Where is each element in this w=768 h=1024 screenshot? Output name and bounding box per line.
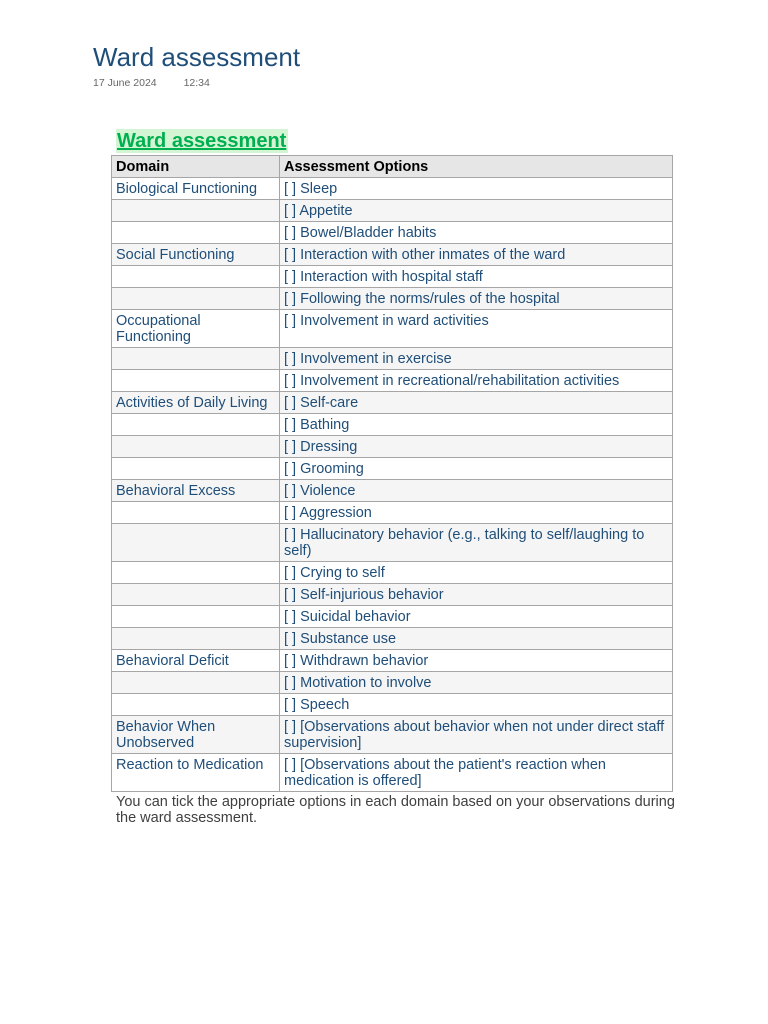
- domain-cell: [112, 370, 280, 392]
- table-row: [112, 200, 673, 222]
- assessment-option-cell: [ ] Self-care: [280, 392, 673, 414]
- table-row: [112, 436, 673, 458]
- assessment-option-cell: [ ] Grooming: [280, 458, 673, 480]
- assessment-option-cell: [ ] Following the norms/rules of the hospital: [280, 288, 673, 310]
- table-row: [112, 222, 673, 244]
- table-row: [112, 458, 673, 480]
- assessment-option-cell: [ ] Withdrawn behavior: [280, 650, 673, 672]
- table-row: [112, 628, 673, 650]
- domain-cell: [112, 288, 280, 310]
- domain-cell: Behavioral Deficit: [112, 650, 280, 672]
- table-row: [112, 370, 673, 392]
- table-row: [112, 310, 673, 348]
- table-row: [112, 606, 673, 628]
- assessment-option-cell: [ ] Involvement in recreational/rehabilitation activities: [280, 370, 673, 392]
- page-title: Ward assessment: [93, 42, 301, 72]
- assessment-option-cell: [ ] Self-injurious behavior: [280, 584, 673, 606]
- domain-cell: [112, 436, 280, 458]
- assessment-option-cell: [ ] Substance use: [280, 628, 673, 650]
- assessment-option-cell: [ ] Dressing: [280, 436, 673, 458]
- assessment-option-cell: [ ] Suicidal behavior: [280, 606, 673, 628]
- domain-cell: [112, 672, 280, 694]
- footnote: You can tick the appropriate options in each domain based on your observations during the ward assessment.: [116, 794, 675, 826]
- domain-cell: [112, 562, 280, 584]
- table-row: [112, 244, 673, 266]
- assessment-option-cell: [ ] Aggression: [280, 502, 673, 524]
- table-row: [112, 288, 673, 310]
- assessment-option-cell: [ ] Bathing: [280, 414, 673, 436]
- page-time: 12:34: [183, 77, 210, 89]
- assessment-option-cell: [ ] Crying to self: [280, 562, 673, 584]
- table-row: [112, 524, 673, 562]
- domain-cell: [112, 348, 280, 370]
- table-header-row: [112, 156, 673, 178]
- assessment-option-cell: [ ] [Observations about behavior when not under direct staff supervision]: [280, 716, 673, 754]
- section-heading: Ward assessment: [117, 130, 287, 152]
- header-domain: Domain: [112, 156, 280, 178]
- assessment-option-cell: [ ] Appetite: [280, 200, 673, 222]
- table-row: [112, 414, 673, 436]
- domain-cell: Biological Functioning: [112, 178, 280, 200]
- domain-cell: [112, 502, 280, 524]
- table-row: [112, 266, 673, 288]
- assessment-table: [111, 155, 673, 792]
- table-row: [112, 392, 673, 414]
- domain-cell: [112, 222, 280, 244]
- table-row: [112, 694, 673, 716]
- assessment-option-cell: [ ] Motivation to involve: [280, 672, 673, 694]
- table-row: [112, 672, 673, 694]
- domain-cell: [112, 266, 280, 288]
- domain-cell: Activities of Daily Living: [112, 392, 280, 414]
- domain-cell: [112, 414, 280, 436]
- table-row: [112, 584, 673, 606]
- domain-cell: Occupational Functioning: [112, 310, 280, 348]
- table-row: [112, 480, 673, 502]
- assessment-option-cell: [ ] Involvement in ward activities: [280, 310, 673, 348]
- domain-cell: Reaction to Medication: [112, 754, 280, 792]
- assessment-option-cell: [ ] Bowel/Bladder habits: [280, 222, 673, 244]
- assessment-option-cell: [ ] Hallucinatory behavior (e.g., talking to self/laughing to self): [280, 524, 673, 562]
- table-row: [112, 716, 673, 754]
- domain-cell: [112, 628, 280, 650]
- assessment-option-cell: [ ] Involvement in exercise: [280, 348, 673, 370]
- assessment-option-cell: [ ] Sleep: [280, 178, 673, 200]
- domain-cell: Behavioral Excess: [112, 480, 280, 502]
- assessment-option-cell: [ ] [Observations about the patient's reaction when medication is offered]: [280, 754, 673, 792]
- table-row: [112, 562, 673, 584]
- assessment-option-cell: [ ] Interaction with hospital staff: [280, 266, 673, 288]
- table-row: [112, 502, 673, 524]
- domain-cell: [112, 694, 280, 716]
- assessment-option-cell: [ ] Violence: [280, 480, 673, 502]
- domain-cell: [112, 458, 280, 480]
- domain-cell: [112, 524, 280, 562]
- table-row: [112, 650, 673, 672]
- table-row: [112, 348, 673, 370]
- domain-cell: Social Functioning: [112, 244, 280, 266]
- assessment-option-cell: [ ] Speech: [280, 694, 673, 716]
- domain-cell: [112, 200, 280, 222]
- assessment-option-cell: [ ] Interaction with other inmates of the ward: [280, 244, 673, 266]
- table-row: [112, 178, 673, 200]
- page-date: 17 June 2024: [93, 77, 157, 89]
- domain-cell: [112, 584, 280, 606]
- domain-cell: Behavior When Unobserved: [112, 716, 280, 754]
- table-row: [112, 754, 673, 792]
- domain-cell: [112, 606, 280, 628]
- page-meta: [93, 77, 210, 89]
- header-assessment-options: Assessment Options: [280, 156, 673, 178]
